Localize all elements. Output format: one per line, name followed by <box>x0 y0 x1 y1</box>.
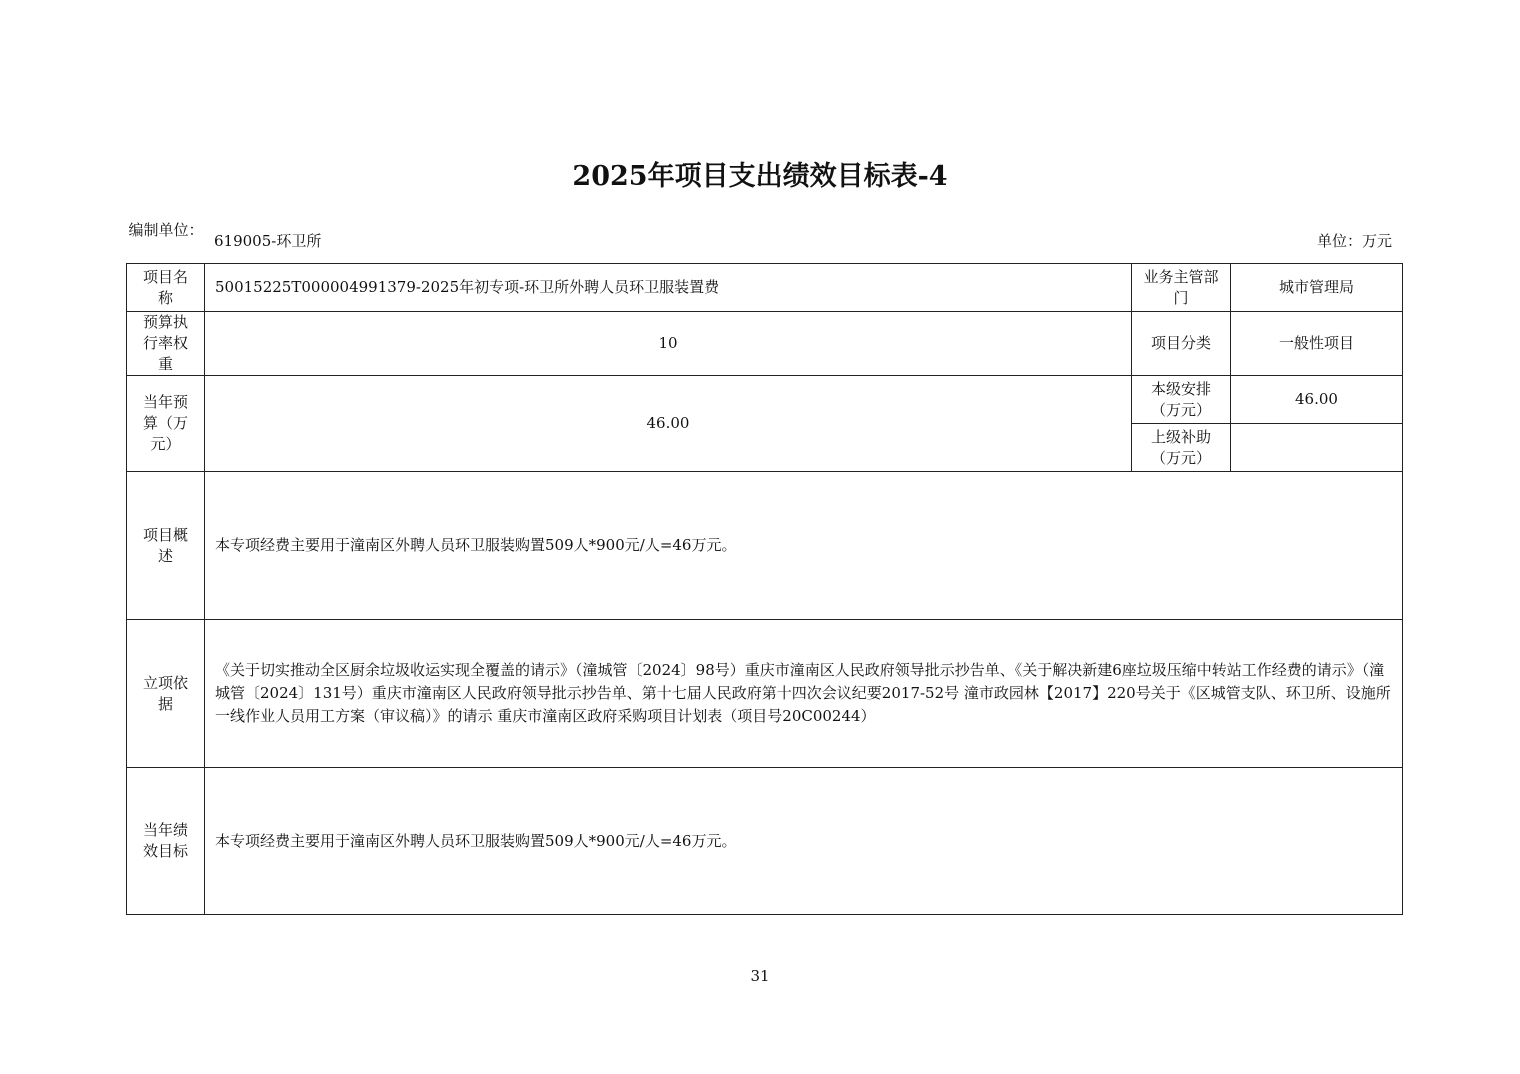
dept-value: 城市管理局 <box>1231 264 1403 312</box>
performance-table <box>126 263 1402 915</box>
budget-value: 46.00 <box>205 376 1132 472</box>
budget-label: 当年预算（万元） <box>127 376 205 472</box>
unit-info <box>1317 230 1392 251</box>
table-row-project-name <box>127 264 1403 312</box>
category-label: 项目分类 <box>1132 312 1231 376</box>
goal-value: 本专项经费主要用于潼南区外聘人员环卫服装购置509人*900元/人=46万元。 <box>205 768 1403 915</box>
goal-label: 当年绩效目标 <box>127 768 205 915</box>
superior-value <box>1231 424 1403 472</box>
table-row-weight <box>127 312 1403 376</box>
table-row-goal <box>127 768 1403 915</box>
project-name-label: 项目名称 <box>127 264 205 312</box>
org-label: 编制单位： <box>128 221 204 239</box>
basis-label: 立项依据 <box>127 620 205 768</box>
category-value: 一般性项目 <box>1231 312 1403 376</box>
page-title: 2025年项目支出绩效目标表-4 <box>572 161 948 192</box>
dept-label: 业务主管部门 <box>1132 264 1231 312</box>
project-name-value: 50015225T000004991379-2025年初专项-环卫所外聘人员环卫服装置费 <box>205 264 1132 312</box>
org-value: 619005-环卫所 <box>214 232 322 250</box>
basis-value: 《关于切实推动全区厨余垃圾收运实现全覆盖的请示》（潼城管〔2024〕98号）重庆市潼南区人民政府领导批示抄告单、《关于解决新建6座垃圾压缩中转站工作经费的请示》（潼城管〔2024〕131号）重庆市潼南区人民政府领导批示抄告单、第十七届人民政府第十四次会议纪要2017-52号 潼市政园林【2017】220号关于《区城管支队、环卫所、设施所一线作业人员用工方案（审议稿）》的请示 重庆市潼南区政府采购项目计划表（项目号20C00244） <box>205 620 1403 768</box>
overview-value: 本专项经费主要用于潼南区外聘人员环卫服装购置509人*900元/人=46万元。 <box>205 472 1403 620</box>
weight-label: 预算执行率权重 <box>127 312 205 376</box>
local-label: 本级安排（万元） <box>1132 376 1231 424</box>
unit-label: 单位： <box>1316 232 1362 250</box>
local-value: 46.00 <box>1231 376 1403 424</box>
unit-value: 万元 <box>1361 232 1392 250</box>
overview-label: 项目概述 <box>127 472 205 620</box>
table-row-budget <box>127 376 1403 424</box>
superior-label: 上级补助（万元） <box>1132 424 1231 472</box>
table-row-overview <box>127 472 1403 620</box>
table-row-basis <box>127 620 1403 768</box>
page-number: 31 <box>750 967 770 985</box>
weight-value: 10 <box>205 312 1132 376</box>
